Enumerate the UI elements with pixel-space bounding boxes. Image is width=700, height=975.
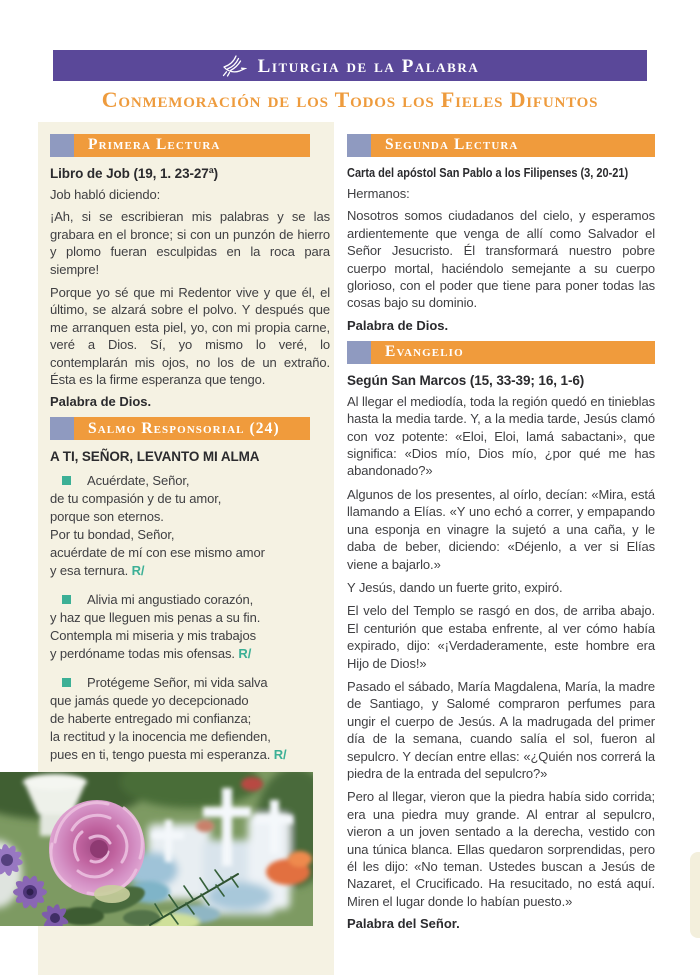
first-reading-paragraphs [50, 208, 330, 388]
section-bar-square-icon [50, 417, 74, 440]
gospel-paragraph: Pero al llegar, vieron que la piedra había sido corrida; era una piedra muy grande. Al entrar al sepulcro, vieron a un joven sentado a la derecha, vestido con una túnica blanca. Ellas quedaron sorprendidas, pero él les dijo: «No teman. Ustedes buscan a Jesús de Nazaret, el Crucificado. Ha resucitado, no está aquí. Miren el lugar donde lo habían puesto.» [347, 789, 655, 909]
gospel-paragraph: Al llegar el mediodía, toda la región quedó en tinieblas hasta la media tarde. Y, a la media tarde, Jesús clamó con voz potente: «Eloi, Eloi, lamá sabactani», que significa: «Dios mío, Dios mío, ¿por qué me has abandonado?» [347, 393, 655, 479]
gospel-paragraph: Y Jesús, dando un fuerte grito, expiró. [347, 579, 563, 595]
psalm-verse: Alivia mi angustiado corazón, y haz que lleguen mis penas a su fin. Contempla mi miseria y mis trabajos y perdóname todas mis ofensas. R/ [50, 592, 261, 662]
first-reading-closing: Palabra de Dios. [50, 394, 152, 410]
psalm-antiphon: A TI, SEÑOR, LEVANTO MI ALMA [50, 449, 260, 465]
gospel-paragraph: Pasado el sábado, María Magdalena, María, la madre de Santiago, y Salomé compraron perfumes para ungir el cuerpo de Jesús. A la madrugada del primer día de la semana, cuando salía el sol, fueron al sepulcro. Y decían entre ellas: «¿Quién nos correrá la piedra de la entrada del sepulcro?» [347, 678, 655, 781]
page-title: Conmemoración de los Todos los Fieles Difuntos [101, 87, 599, 112]
section-bar-square-icon [50, 134, 74, 157]
left-column [50, 134, 330, 775]
section-bar-primera-lectura [50, 134, 310, 157]
cemetery-flowers-photo [0, 772, 313, 926]
section-bar-square-icon [347, 134, 371, 157]
header-title: Liturgia de la Palabra [257, 55, 480, 77]
right-column [347, 134, 655, 939]
gospel-closing: Palabra del Señor. [347, 916, 460, 932]
psalm-response: R/ [238, 646, 252, 662]
header-bar [53, 50, 647, 81]
verse-bullet-icon [62, 678, 71, 687]
page-edge-tab [690, 852, 700, 938]
first-reading-paragraph: ¡Ah, si se escribieran mis palabras y se las grabara en el bronce; si con un punzón de hierro y plomo fueran esculpidas en la roca para siempre! [50, 209, 330, 277]
psalm-response: R/ [273, 747, 287, 763]
first-reading-paragraph: Porque yo sé que mi Redentor vive y que él, el último, se alzará sobre el polvo. Y después que me arranquen esta piel, yo, con mi propia carne, veré a Dios. Sí, yo mismo lo veré, lo contemplarán mis ojos, no los de un extraño. Ésta es la firme esperanza que tengo. [50, 285, 330, 388]
first-reading-source: Libro de Job (19, 1. 23-27ª) [50, 166, 218, 181]
section-label: Salmo Responsorial (24) [88, 419, 280, 437]
section-bar-square-icon [347, 341, 371, 364]
second-reading-intro: Hermanos: [347, 186, 410, 201]
second-reading-source: Carta del apóstol San Pablo a los Filipenses (3, 20-21) [347, 166, 629, 180]
section-bar-evangelio [347, 341, 655, 364]
second-reading-paragraph: Nosotros somos ciudadanos del cielo, y esperamos ardientemente que venga de allí como Salvador el Señor Jesucristo. Él transformará nuestro pobre cuerpo mortal, haciéndolo semejante a su cuerpo glorioso, con el poder que tiene para poner todas las cosas bajo su dominio. [347, 208, 655, 311]
dove-icon [221, 55, 247, 79]
first-reading-intro: Job habló diciendo: [50, 187, 161, 202]
section-bar-segunda-lectura [347, 134, 655, 157]
verse-bullet-icon [62, 595, 71, 604]
gospel-paragraph: Algunos de los presentes, al oírlo, decían: «Mira, está llamando a Elías. «Y uno echó a correr, y empapando una esponja en vinagre la sujetó a una caña, y le daba de beber, diciendo: «Déjenlo, a ver si Elías viene a bajarlo.» [347, 486, 655, 572]
gospel-paragraphs [347, 393, 655, 910]
psalm-response: R/ [131, 563, 145, 579]
gospel-source: Según San Marcos (15, 33-39; 16, 1-6) [347, 372, 585, 388]
gospel-paragraph: El velo del Templo se rasgó en dos, de arriba abajo. El centurión que estaba enfrente, al ver cómo había expirado, dijo: «¡Verdaderamente, este hombre era Hijo de Dios!» [347, 603, 655, 671]
section-label: Segunda Lectura [385, 136, 519, 154]
section-label: Evangelio [385, 343, 464, 361]
section-bar-salmo [50, 417, 310, 440]
psalm-verses [50, 472, 330, 764]
second-reading-closing: Palabra de Dios. [347, 317, 449, 333]
psalm-verse: Protégeme Señor, mi vida salva que jamás quede yo decepcionado de haberte entregado mi confianza; la rectitud y la inocencia me defienden, pues en ti, tengo puesta mi esperanza. R/ [50, 675, 287, 763]
verse-bullet-icon [62, 476, 71, 485]
second-reading-paragraphs [347, 207, 655, 311]
section-label: Primera Lectura [88, 136, 221, 154]
psalm-verse: Acuérdate, Señor, de tu compasión y de tu amor, porque son eternos. Por tu bondad, Señor, acuérdate de mí con ese mismo amor y esa ternura. R/ [50, 473, 265, 579]
